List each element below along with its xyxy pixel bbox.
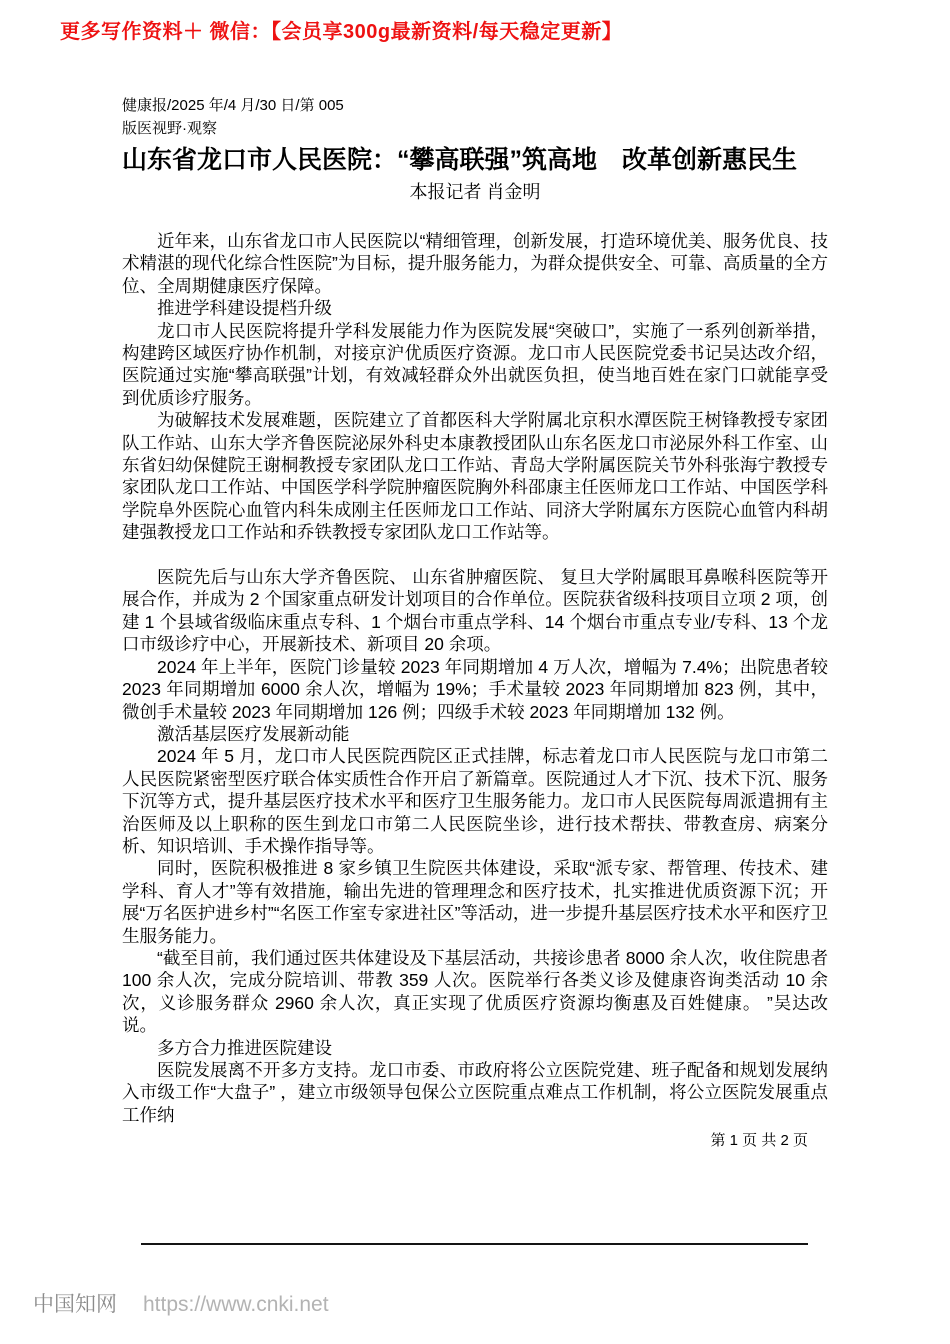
source-section-line: 版医视野·观察 xyxy=(122,120,217,137)
paragraph: 医院先后与山东大学齐鲁医院、 山东省肿瘤医院、 复旦大学附属眼耳鼻喉科医院等开展合作，并成为 2 个国家重点研发计划项目的合作单位。医院获省级科技项目立项 2 项，创建 1 个县域省级临床重点专科、1 个烟台市重点学科、14 个烟台市重点专业/专科、13 个龙口市级诊疗中心，开展新技术、新项目 20 余项。 xyxy=(122,567,828,655)
article-body xyxy=(122,230,828,1126)
watermark xyxy=(33,1292,329,1318)
article-title: 山东省龙口市人民医院：“攀高联强”筑高地 改革创新惠民生 xyxy=(122,146,798,174)
footer-divider xyxy=(141,1243,808,1245)
section-heading: 多方合力推进医院建设 xyxy=(157,1037,332,1058)
page-number-indicator: 第 1 页 共 2 页 xyxy=(710,1132,808,1150)
paragraph: 同时，医院积极推进 8 家乡镇卫生院医共体建设，采取“派专家、帮管理、传技术、建学科、育人才”等有效措施，输出先进的管理理念和医疗技术，扎实推进优质资源下沉；开展“万名医护进乡村”“名医工作室专家进社区”等活动，进一步提升基层医疗技术水平和医疗卫生服务能力。 xyxy=(122,858,828,946)
paragraph: 2024 年 5 月，龙口市人民医院西院区正式挂牌，标志着龙口市人民医院与龙口市第二人民医院紧密型医疗联合体实质性合作开启了新篇章。医院通过人才下沉、技术下沉、服务下沉等方式，提升基层医疗技术水平和医疗卫生服务能力。龙口市人民医院每周派遣拥有主治医师及以上职称的医生到龙口市第二人民医院坐诊，进行技术帮扶、带教查房、病案分析、知识培训、手术操作指导等。 xyxy=(122,746,828,856)
paragraph: “截至目前，我们通过医共体建设及下基层活动，共接诊患者 8000 余人次，收住院患者 100 余人次，完成分院培训、带教 359 人次。医院举行各类义诊及健康咨询类活动 10 余次，义诊服务群众 2960 余人次，真正实现了优质医疗资源均衡惠及百姓健康。 ”吴达改说。 xyxy=(122,947,828,1036)
article xyxy=(122,94,828,1152)
paragraph: 为破解技术发展难题，医院建立了首都医科大学附属北京积水潭医院王树锋教授专家团队工作站、山东大学齐鲁医院泌尿外科史本康教授团队山东名医龙口市泌尿外科工作室、山东省妇幼保健院王谢桐教授专家团队龙口工作站、青岛大学附属医院关节外科张海宁教授专家团队龙口工作站、中国医学科学院肿瘤医院胸外科邵康主任医师龙口工作站、中国医学科学院阜外医院心血管内科朱成刚主任医师龙口工作站、同济大学附属东方医院心血管内科胡建强教授龙口工作站和乔铁教授专家团队龙口工作站等。 xyxy=(122,410,828,543)
article-byline: 本报记者 肖金明 xyxy=(409,182,541,202)
paragraph: 龙口市人民医院将提升学科发展能力作为医院发展“突破口”，实施了一系列创新举措，构建跨区域医疗协作机制，对接京沪优质医疗资源。龙口市人民医院党委书记吴达改介绍，医院通过实施“攀高联强”计划，有效减轻群众外出就医负担，使当地百姓在家门口就能享受到优质诊疗服务。 xyxy=(122,320,828,408)
paragraph: 近年来，山东省龙口市人民医院以“精细管理，创新发展，打造环境优美、服务优良、技术精湛的现代化综合性医院”为目标，提升服务能力，为群众提供安全、可靠、高质量的全方位、全周期健康医疗保障。 xyxy=(122,231,828,296)
section-heading: 推进学科建设提档升级 xyxy=(157,298,332,319)
promo-banner-text: 更多写作资料＋ 微信：【会员享300g最新资料/每天稳定更新】 xyxy=(60,21,623,43)
paragraph: 2024 年上半年，医院门诊量较 2023 年同期增加 4 万人次，增幅为 7.4%；出院患者较 2023 年同期增加 6000 余人次，增幅为 19%；手术量较 2023 年同期增加 823 例，其中，微创手术量较 2023 年同期增加 126 例；四级手术较 2023 年同期增加 132 例。 xyxy=(122,656,828,722)
cnki-logo-text: 中国知网 xyxy=(33,1293,117,1316)
section-heading: 激活基层医疗发展新动能 xyxy=(157,723,350,744)
cnki-url-link[interactable]: https://www.cnki.net xyxy=(143,1293,329,1316)
source-publication-line: 健康报/2025 年/4 月/30 日/第 005 xyxy=(122,97,344,114)
paragraph: 医院发展离不开多方支持。龙口市委、市政府将公立医院党建、班子配备和规划发展纳入市级工作“大盘子” ，建立市级领导包保公立医院重点难点工作机制，将公立医院发展重点工作纳 xyxy=(122,1060,828,1125)
